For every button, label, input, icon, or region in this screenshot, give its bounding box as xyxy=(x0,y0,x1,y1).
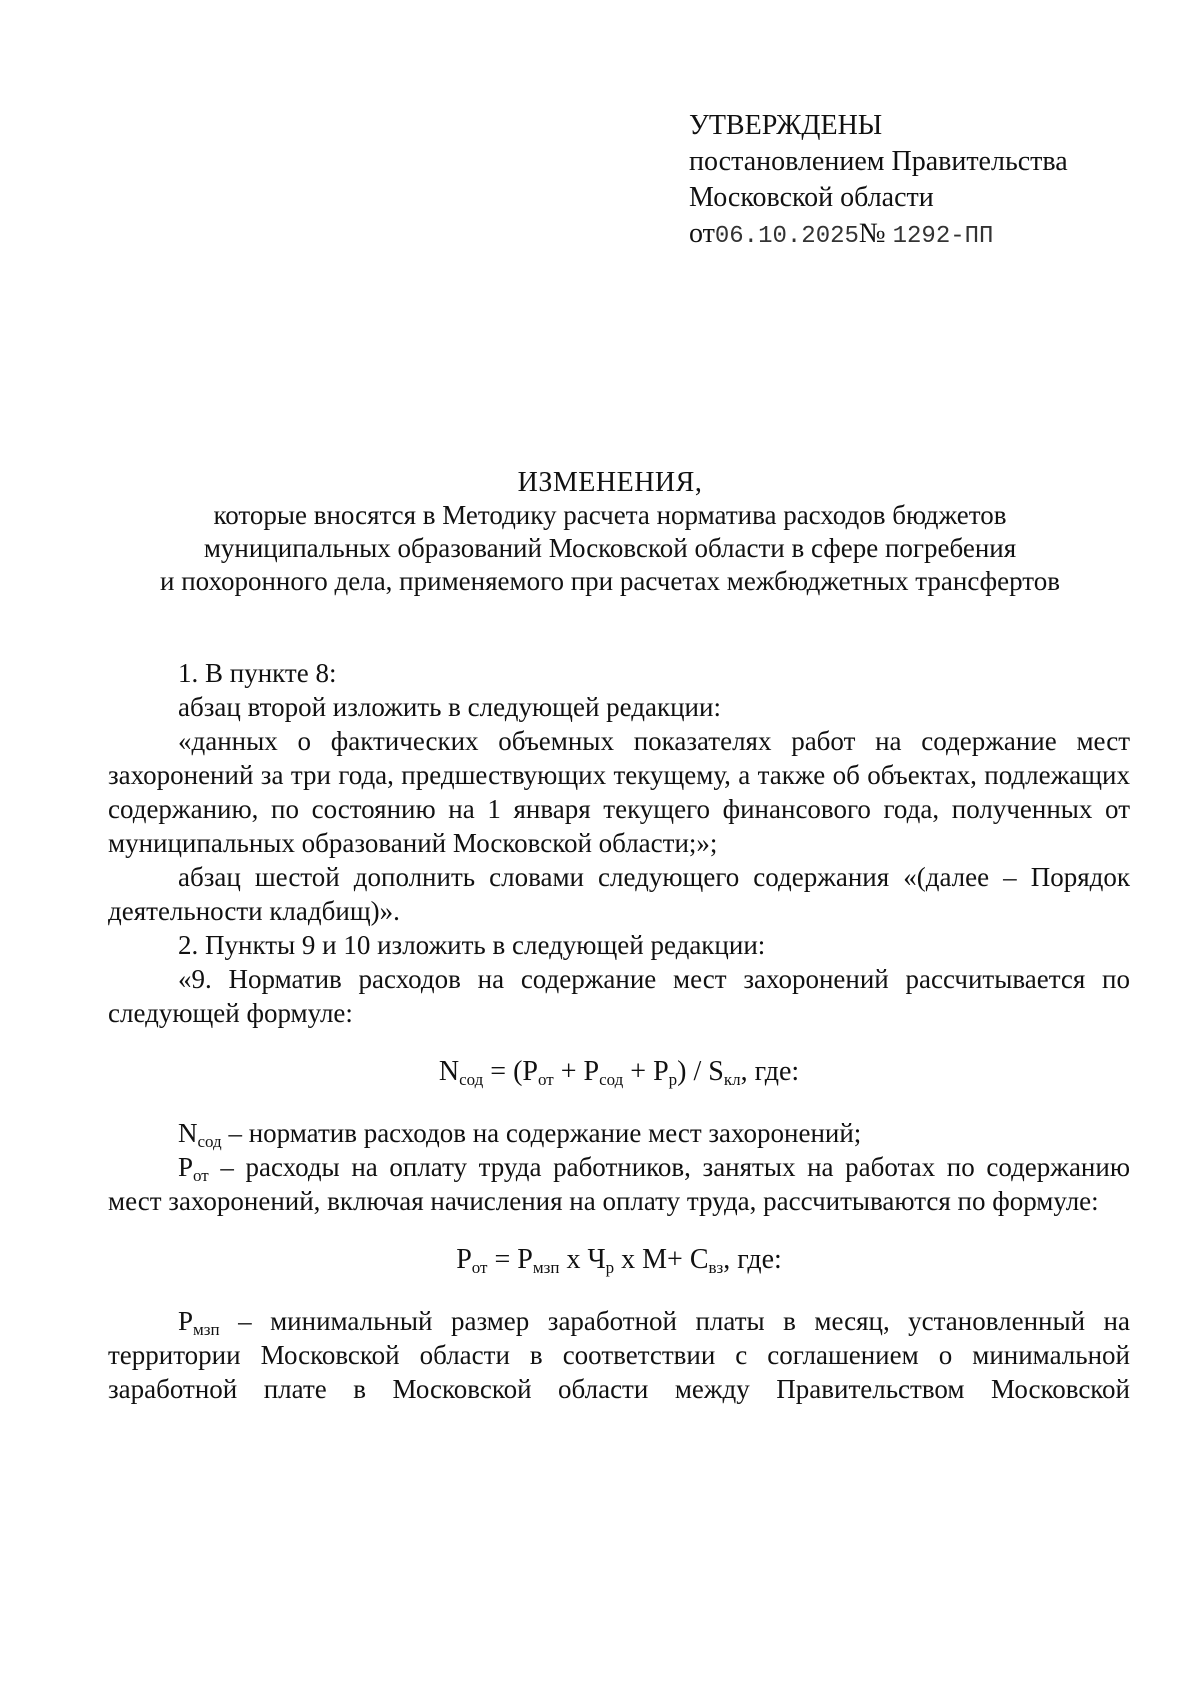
paragraph-4: абзац шестой дополнить словами следующего содержания «(далее – Порядок деятельности кладбищ)». xyxy=(108,862,1130,926)
paragraph-1: 1. В пункте 8: xyxy=(178,658,337,688)
approval-number: 1292-ПП xyxy=(892,223,994,250)
title-line-1: которые вносятся в Методику расчета норматива расходов бюджетов xyxy=(213,500,1007,530)
paragraph-6: «9. Норматив расходов на содержание мест захоронений рассчитывается по следующей формуле: xyxy=(108,964,1130,1028)
paragraph-3: «данных о фактических объемных показателях работ на содержание мест захоронений за три года, предшествующих текущему, а также об объектах, подлежащих содержанию, по состоянию на 1 января текущего финансового года, полученных от муниципальных образований Московской области;»; xyxy=(108,726,1130,858)
document-title xyxy=(130,466,1090,598)
approval-title: УТВЕРЖДЕНЫ xyxy=(689,110,883,141)
approval-line-2: постановлением Правительства xyxy=(689,146,1068,177)
title-line-2: муниципальных образований Московской области в сфере погребения xyxy=(203,533,1017,563)
paragraph-5: 2. Пункты 9 и 10 изложить в следующей редакции: xyxy=(178,930,766,960)
definition-n-sod: $N_{сод}$ – норматив расходов на содержание мест захоронений; xyxy=(178,1118,862,1151)
title-line-3: и похоронного дела, применяемого при расчетах межбюджетных трансфертов xyxy=(160,566,1060,596)
paragraph-2: абзац второй изложить в следующей редакции: xyxy=(178,692,721,722)
formula-labor: $P_{от} = P_{мзп}$ x $Ч_р$ x $M+ C_{вз}$, где: xyxy=(456,1244,782,1277)
document-body xyxy=(108,656,1130,1406)
date-prefix: от xyxy=(689,218,715,249)
approval-line-3: Московской области xyxy=(689,182,934,213)
approval-date: 06.10.2025 xyxy=(714,223,859,250)
title-heading: ИЗМЕНЕНИЯ, xyxy=(517,467,703,498)
number-sign: № xyxy=(858,218,886,249)
formula-norm: $N_{сод} = (P_{от} + P_{сод} + P_р) / S_{кл}$, где: xyxy=(438,1056,800,1089)
definition-p-ot: $P_{от}$ – расходы на оплату труда работников, занятых на работах по содержанию мест захоронений, включая начисления на оплату труда, рассчитываются по формуле: xyxy=(108,1152,1130,1216)
approval-date-line xyxy=(689,216,1068,255)
definition-p-mzp: $P_{мзп}$ – минимальный размер заработной платы в месяц, установленный на территории Московской области в соответствии с соглашением о минимальной заработной плате в Московской области между Правительством Московской xyxy=(108,1306,1130,1404)
approval-block xyxy=(689,108,1068,255)
